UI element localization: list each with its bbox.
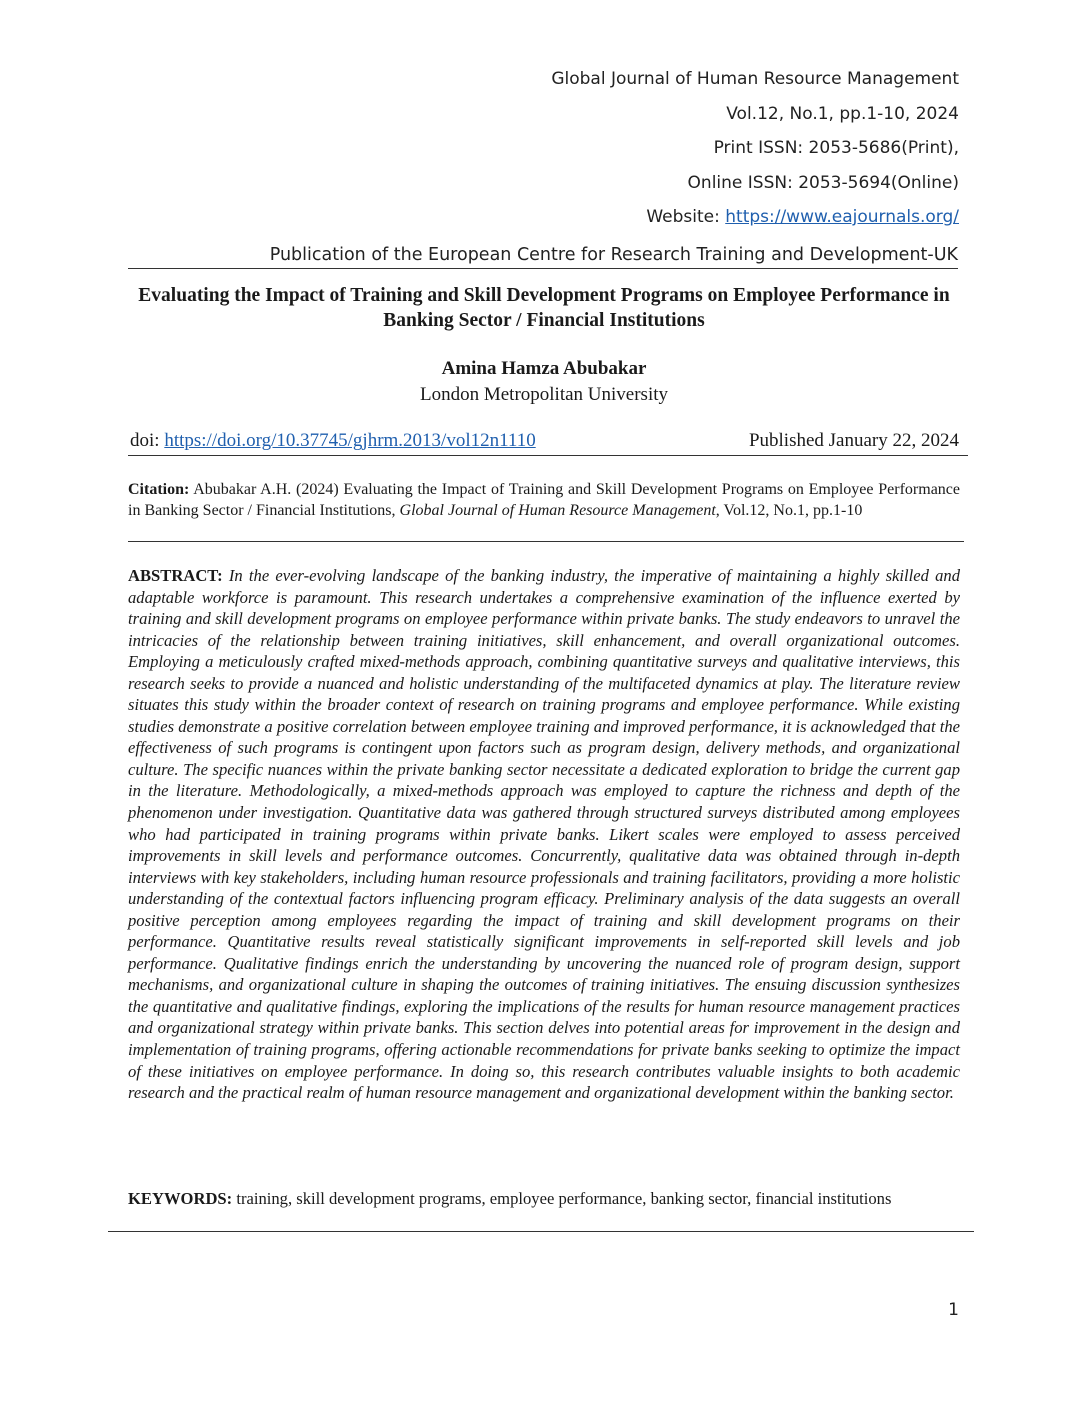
print-issn: Print ISSN: 2053-5686(Print), (713, 138, 959, 158)
website-line (551, 200, 959, 235)
online-issn: Online ISSN: 2053-5694(Online) (687, 172, 959, 193)
doi-label: doi: (130, 430, 165, 451)
abstract (128, 565, 960, 1104)
doi-row (128, 428, 968, 456)
citation-label: Citation: (128, 481, 190, 498)
publisher-line: Publication of the European Centre for Research Training and Development-UK (128, 242, 958, 269)
page-number: 1 (948, 1300, 959, 1320)
author-block (128, 356, 960, 408)
citation-journal: Global Journal of Human Resource Management (399, 501, 716, 519)
keywords (128, 1188, 960, 1210)
website-link[interactable]: https://www.eajournals.org/ (725, 207, 959, 227)
keywords-text: training, skill development programs, employee performance, banking sector, financial institutions (232, 1189, 892, 1208)
doi-link[interactable]: https://doi.org/10.37745/gjhrm.2013/vol12n1110 (164, 430, 536, 451)
website-label: Website: (646, 207, 726, 227)
abstract-text: In the ever-evolving landscape of the banking industry, the imperative of maintaining a highly skilled and adaptable workforce is paramount. This research undertakes a comprehensive examination of the influence exerted by training and skill development programs on employee performance within private banks. The study endeavors to unravel the intricacies of the relationship between training initiatives, skill enhancement, and overall organizational outcomes. Employing a meticulously crafted mixed-methods approach, combining quantitative surveys and qualitative interviews, this research seeks to provide a nuanced and holistic understanding of the multifaceted dynamics at play. The literature review situates this study within the broader context of research on training programs and employee performance. While existing studies demonstrate a positive correlation between employee training and improved performance, it is acknowledged that the effectiveness of such programs is contingent upon factors such as program design, delivery methods, and organizational culture. The specific nuances within the private banking sector necessitate a dedicated exploration to bridge the current gap in the literature. Methodologically, a mixed-methods approach was employed to capture the richness and depth of the phenomenon under investigation. Quantitative data was gathered through structured surveys distributed among employees who had participated in training programs within private banks. Likert scales were employed to assess perceived improvements in skill levels and performance outcomes. Concurrently, qualitative data was obtained through in-depth interviews with key stakeholders, including human resource professionals and training facilitators, providing a more holistic understanding of the contextual factors influencing program efficacy. Preliminary analysis of the data suggests an overall positive perception among employees regarding the impact of training and skill development programs on their performance. Quantitative results reveal statistically significant improvements in self-reported skill levels and job performance. Qualitative findings enrich the understanding by uncovering the nuanced role of program design, support mechanisms, and organizational culture in shaping the outcomes of training initiatives. The ensuing discussion synthesizes the quantitative and qualitative findings, exploring the implications of the results for human resource management practices and organizational strategy within private banks. This section delves into potential areas for improvement in the design and implementation of training programs, offering actionable recommendations for private banks seeking to optimize the impact of these initiatives on employee performance. In doing so, this research contributes valuable insights to both academic research and the practical realm of human resource management and organizational development within the banking sector. (128, 566, 960, 1103)
author-affiliation: London Metropolitan University (419, 384, 669, 405)
keywords-divider (108, 1231, 974, 1232)
citation (128, 480, 960, 521)
doi-line (130, 428, 536, 454)
journal-header (551, 62, 959, 235)
keywords-label: KEYWORDS: (128, 1189, 233, 1208)
citation-details: , Vol.12, No.1, pp.1-10 (715, 501, 863, 519)
journal-volume: Vol.12, No.1, pp.1-10, 2024 (726, 103, 959, 124)
author-name: Amina Hamza Abubakar (441, 358, 647, 379)
abstract-label: ABSTRACT: (128, 566, 223, 585)
article-title: Evaluating the Impact of Training and Skill Development Programs on Employee Performance in Banking Sector / Financial Institutions (138, 285, 950, 331)
published-date: Published January 22, 2024 (748, 430, 959, 451)
citation-divider (128, 541, 964, 542)
journal-name: Global Journal of Human Resource Management (551, 69, 959, 89)
citation-text: Abubakar A.H. (2024) Evaluating the Impact of Training and Skill Development Programs on Employee Performance in Banking Sector / Financial Institutions, (128, 481, 960, 519)
